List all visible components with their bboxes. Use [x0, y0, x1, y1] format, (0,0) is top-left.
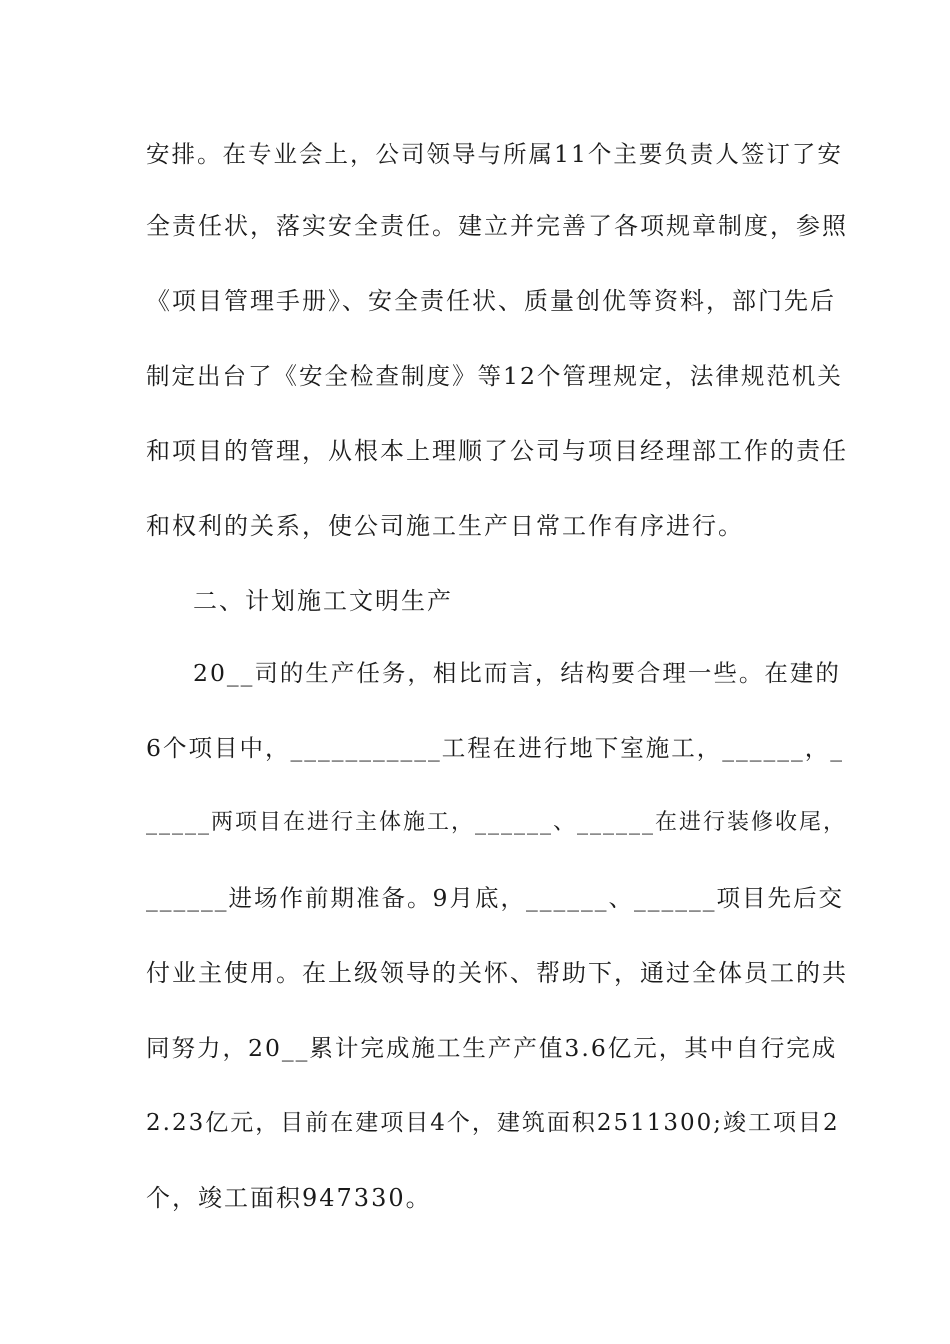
paragraph-line: ______进场作前期准备。9月底，______、______项目先后交: [146, 884, 844, 912]
paragraph-line: 2.23亿元，目前在建项目4个，建筑面积2511300;竣工项目2: [146, 1110, 840, 1136]
paragraph-line: 个，竣工面积947330。: [146, 1184, 432, 1212]
paragraph-line: 制定出台了《安全检查制度》等12个管理规定，法律规范机关: [146, 362, 843, 390]
paragraph-line: 同努力，20__累计完成施工生产产值3.6亿元，其中自行完成: [146, 1034, 838, 1062]
paragraph-line: _____两项目在进行主体施工，______、______在进行装修收尾，: [146, 810, 848, 835]
paragraph-line: 6个项目中，___________工程在进行地下室施工，______，_: [146, 734, 844, 762]
paragraph-line: 和项目的管理，从根本上理顺了公司与项目经理部工作的责任: [146, 437, 848, 465]
paragraph-line: 安排。在专业会上，公司领导与所属11个主要负责人签订了安: [146, 140, 843, 168]
paragraph-line: 和权利的关系，使公司施工生产日常工作有序进行。: [146, 512, 744, 540]
section-heading: 二、计划施工文明生产: [193, 587, 453, 615]
paragraph-line: 付业主使用。在上级领导的关怀、帮助下，通过全体员工的共: [146, 959, 848, 987]
paragraph-line: 全责任状，落实安全责任。建立并完善了各项规章制度，参照: [146, 212, 848, 240]
paragraph-line: 《项目管理手册》、安全责任状、质量创优等资料，部门先后: [146, 287, 836, 315]
paragraph-line: 20__司的生产任务，相比而言，结构要合理一些。在建的: [193, 659, 841, 687]
